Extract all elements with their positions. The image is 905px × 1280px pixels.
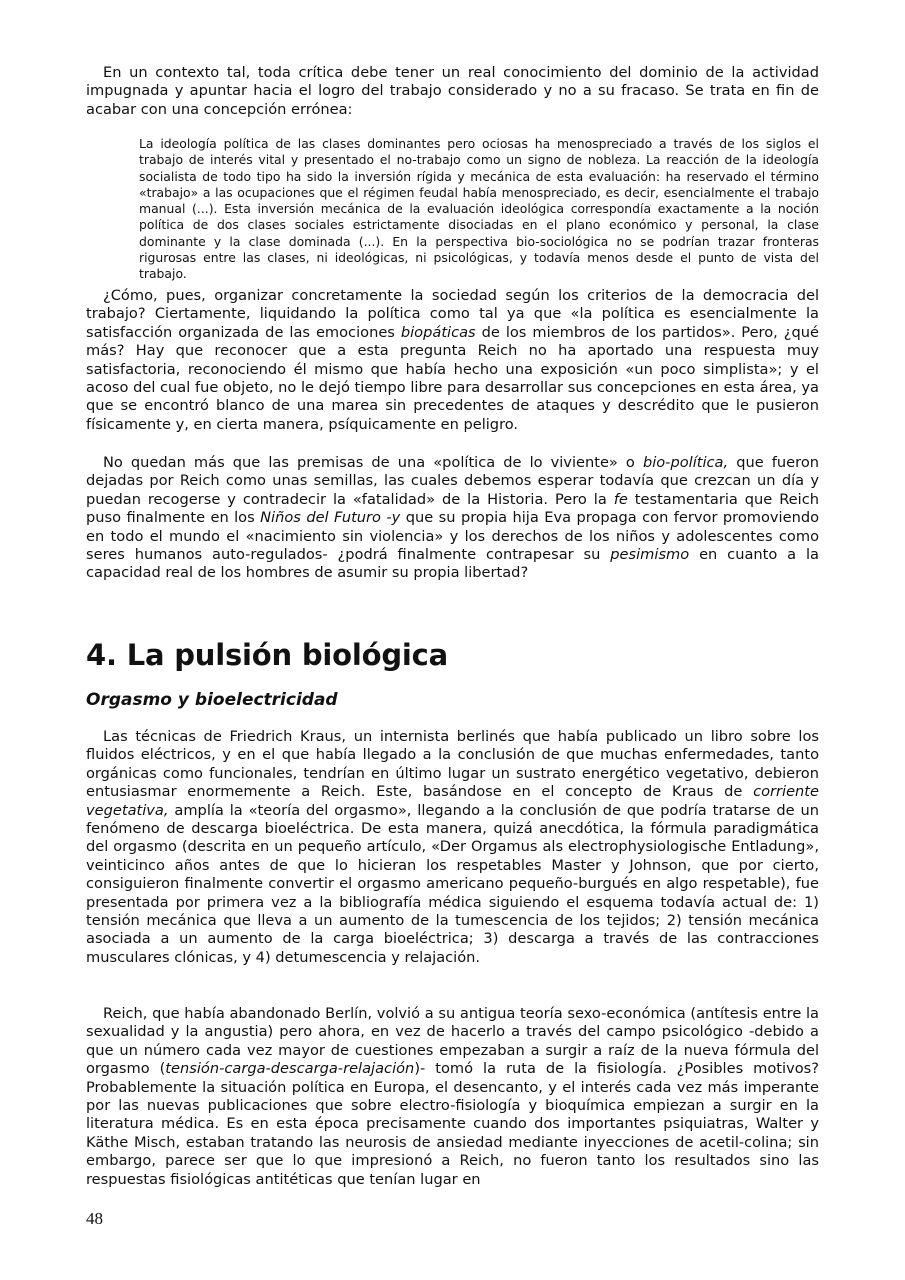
chapter-heading: 4. La pulsión biológica xyxy=(86,638,448,672)
text-run: que fueron dejadas por Reich como unas semillas, las cuales debemos esperar todavía que crezcan un día y puedan recogerse y contradecir la «fatalidad» de la Historia. Pero la xyxy=(86,454,819,508)
paragraph-text: En un contexto tal, toda crítica debe tener un real conocimiento del dominio de la actividad impugnada y apuntar hacia el logro del trabajo considerado y no a su fracaso. Se trata en fin de acabar con una concepción errónea: xyxy=(86,64,819,118)
paragraph-text xyxy=(86,454,819,583)
chapter-heading-block xyxy=(86,638,819,672)
italic-run: fe xyxy=(613,490,628,508)
italic-run: pesimismo xyxy=(610,546,690,564)
italic-run: bio-política, xyxy=(642,454,729,471)
page-number: 48 xyxy=(86,1209,103,1228)
body-paragraph-5 xyxy=(86,1005,819,1189)
body-paragraph-1 xyxy=(86,64,819,119)
italic-run: tensión-carga-descarga-relajación xyxy=(165,1060,415,1078)
text-run: en cuanto a la capacidad real de los hombres de asumir su propia libertad? xyxy=(86,546,819,582)
text-run: Reich, que había abandonado Berlín, volvió a su antigua teoría sexo-económica (antítesis entre la sexualidad y la angustia) pero ahora, en vez de hacerlo a través del campo psicológico -debido a que un número cada vez mayor de cuestiones empezaban a surgir a raíz de la nueva fórmula del orgasmo ( xyxy=(86,1005,819,1078)
text-run: ¿Cómo, pues, organizar concretamente la sociedad según los criterios de la democracia del trabajo? Ciertamente, liquidando la política como tal ya que «la política es esencialmente la satisfacción organizada de las emociones xyxy=(86,287,819,341)
italic-run: corriente vegetativa, xyxy=(86,783,819,819)
section-heading-block xyxy=(86,689,819,711)
quote-text: La ideología política de las clases dominantes pero ociosas ha menospreciado a través de los siglos el trabajo de interés vital y presentado el no-trabajo como un signo de nobleza. La reacción de la ideología socialista de todo tipo ha sido la inversión rígida y mecánica de esta evaluación: ha reservado el término «trabajo» a las ocupaciones que el régimen feudal había menospreciado, es decir, esencialmente el trabajo manual (...). Esta inversión mecánica de la evaluación ideológica correspondía exactamente a la noción política de dos clases sociales estrictamente disociadas en el plano económico y personal, la clase dominante y la clase dominada (...). En la perspectiva bio-sociológica no se podrían trazar fronteras rigurosas entre las clases, ni ideológicas, ni psicológicas, y todavía menos desde el punto de vista del trabajo. xyxy=(139,136,819,282)
italic-run: Niños del Futuro -y xyxy=(260,509,401,527)
paragraph-text xyxy=(86,1005,819,1189)
text-run: amplía la «teoría del orgasmo», llegando a la conclusión de que podría tratarse de un fenómeno de descarga bioeléctrica. De esta manera, quizá anecdótica, la fórmula paradigmática del orgasmo (descrita en un pequeño artículo, «Der Orgamus als electrophysiologische Entladung», veinticinco años antes de que lo hicieran los respetables Master y Johnson, que por cierto, consiguieron finalmente convertir el orgasmo americano pequeño-burgués en algo respetable), fue presentada por primera vez a la bibliografía médica siguiendo el esquema todavía actual de: 1) tensión mecánica que lleva a un aumento de la tumescencia de los tejidos; 2) tensión mecánica asociada a un aumento de la carga bioeléctrica; 3) descarga a través de las contracciones musculares clónicas, y 4) detumescencia y relajación. xyxy=(86,801,819,966)
body-paragraph-4 xyxy=(86,728,819,967)
italic-run: biopáticas xyxy=(400,323,476,341)
body-paragraph-2 xyxy=(86,287,819,434)
body-paragraph-3 xyxy=(86,454,819,583)
text-run: Las técnicas de Friedrich Kraus, un internista berlinés que había publicado un libro sobre los fluidos eléctricos, y en el que había llegado a la conclusión de que muchas enfermedades, tanto orgánicas como funcionales, tendrían en último lugar un sustrato energético vegetativo, debieron entusiasmar enormemente a Reich. Este, basándose en el concepto de Kraus de xyxy=(86,728,819,801)
text-run: de los miembros de los partidos». Pero, ¿qué más? Hay que reconocer que a esta pregunta Reich no ha aportado una respuesta muy satisfactoria, reconociendo él mismo que había hecho una exposición «un poco simplista»; y el acoso del cual fue objeto, no le dejó tiempo libre para desarrollar sus concepciones en esta área, ya que se encontró blanco de una marea sin precedentes de ataques y descrédito que le pusieron físicamente y, en cierta manera, psíquicamente en peligro. xyxy=(86,323,819,433)
section-heading: Orgasmo y bioelectricidad xyxy=(86,690,338,710)
text-run: que su propia hija Eva propaga con fervor promoviendo en todo el mundo el «nacimiento sin violencia» y los derechos de los niños y adolescentes como seres humanos auto-regulados- ¿podrá finalmente contrapesar su xyxy=(86,509,820,564)
text-run: testamentaria que Reich puso finalmente en los xyxy=(86,490,819,527)
paragraph-text xyxy=(86,287,819,434)
block-quote xyxy=(139,136,819,283)
text-run: No quedan más que las premisas de una «política de lo viviente» o xyxy=(103,454,643,471)
text-run: )- tomó la ruta de la fisiología. ¿Posibles motivos? Probablemente la situación política en Europa, el desencanto, y el interés cada vez más imperante por las nuevas publicaciones que sobre electro-fisiología y bioquímica empiezan a surgir en la literatura médica. Es en esta época precisamente cuando dos importantes psiquiatras, Walter y Käthe Misch, estaban tratando las neurosis de ansiedad mediante inyecciones de acetil-colina; sin embargo, parece ser que lo que impresionó a Reich, no fueron tanto los resultados sino las respuestas fisiológicas antitéticas que tenían lugar en xyxy=(86,1060,819,1188)
paragraph-text xyxy=(86,728,819,967)
